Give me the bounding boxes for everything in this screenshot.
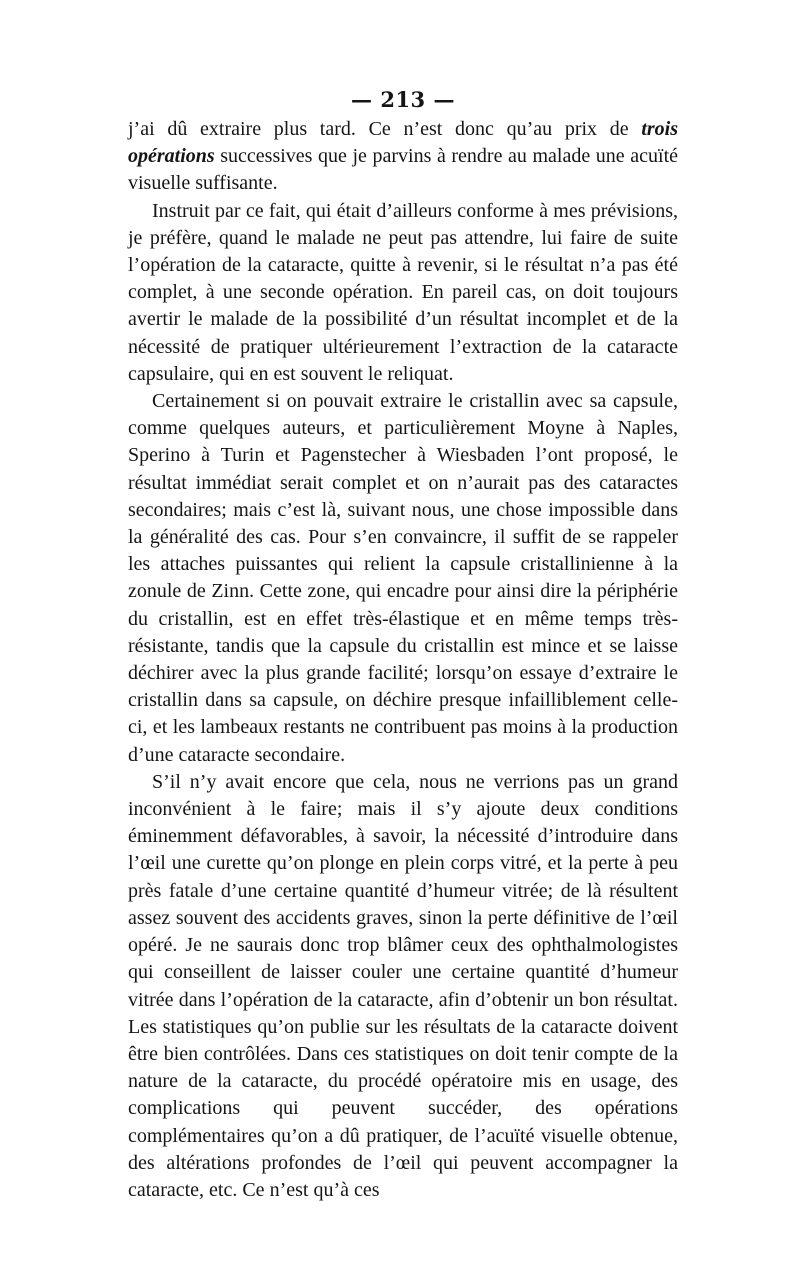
page-body [128,116,678,1204]
paragraph-1 [128,116,678,198]
paragraph-1-after: successives que je parvins à rendre au malade une acuïté visuelle suffisante. [128,145,678,195]
paragraph-1-emphasis: trois opérations [128,118,678,168]
paragraph-3: Certainement si on pouvait extraire le cristallin avec sa capsule, comme quelques auteurs, et particulièrement Moyne à Naples, Sperino à Turin et Pagenstecher à Wiesbaden l’ont proposé, le résultat immédiat serait complet et on n’aurait pas des cataractes secondaires; mais c’est là, suivant nous, une chose impossible dans la généralité des cas. Pour s’en convaincre, il suffit de se rappeler les attaches puissantes qui relient la capsule cristallinienne à la zonule de Zinn. Cette zone, qui encadre pour ainsi dire la périphérie du cristallin, est en effet très-élastique et en même temps très-résistante, tandis que la capsule du cristallin est mince et se laisse déchirer avec la plus grande facilité; lorsqu’on essaye d’extraire le cristallin dans sa capsule, on déchire presque infailliblement celle-ci, et les lambeaux restants ne contribuent pas moins à la production d’une cataracte secondaire. [128,390,678,766]
paragraph-1-before: j’ai dû extraire plus tard. Ce n’est donc qu’au prix de [128,118,642,140]
page-number: — 213 — [351,87,455,112]
paragraph-4: S’il n’y avait encore que cela, nous ne verrions pas un grand inconvénient à le faire; mais il s’y ajoute deux conditions éminemment défavorables, à savoir, la nécessité d’introduire dans l’œil une curette qu’on plonge en plein corps vitré, et la perte à peu près fatale d’une certaine quantité d’humeur vitrée; de là résultent assez souvent des accidents graves, sinon la perte définitive de l’œil opéré. Je ne saurais donc trop blâmer ceux des ophthalmologistes qui conseillent de laisser couler une certaine quantité d’humeur vitrée dans l’opération de la cataracte, afin d’obtenir un bon résultat. Les statistiques qu’on publie sur les résultats de la cataracte doivent être bien contrôlées. Dans ces statistiques on doit tenir compte de la nature de la cataracte, du procédé opératoire mis en usage, des complications qui peuvent succéder, des opérations complémentaires qu’on a dû pratiquer, de l’acuïté visuelle obtenue, des altérations profondes de l’œil qui peuvent accompagner la cataracte, etc. Ce n’est qu’à ces [128,770,678,1201]
paragraph-2: Instruit par ce fait, qui était d’ailleurs conforme à mes prévisions, je préfère, quand le malade ne peut pas attendre, lui faire de suite l’opération de la cataracte, quitte à revenir, si le résultat n’a pas été complet, à une seconde opération. En pareil cas, on doit toujours avertir le malade de la possibilité d’un résultat incomplet et de la nécessité de pratiquer ultérieurement l’extraction de la cataracte capsulaire, qui en est souvent le reliquat. [128,199,678,385]
